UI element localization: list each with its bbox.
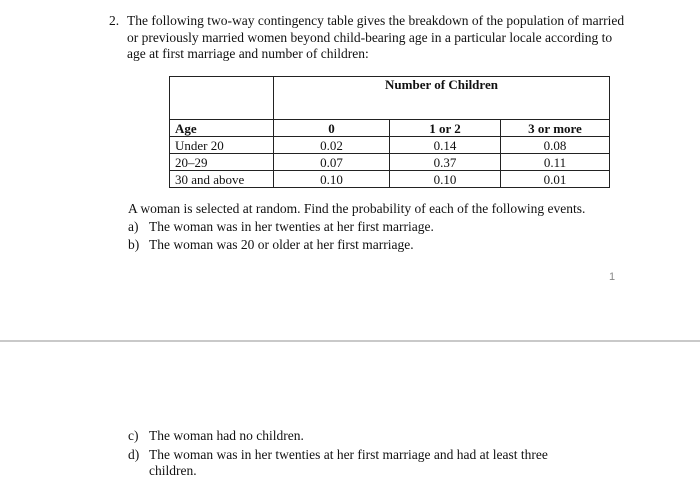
table-cell: 0.10 <box>274 171 390 188</box>
table-cell: 0.02 <box>274 137 390 154</box>
table-row-label: Under 20 <box>170 137 274 154</box>
problem-text: The following two-way contingency table gives the breakdown of the population of married or previously married women beyond child-bearing age in a particular locale according to age at first marriage and number of children: <box>127 13 625 61</box>
question-part <box>128 428 588 445</box>
question-parts-first <box>128 218 434 254</box>
table-row-label: 30 and above <box>170 171 274 188</box>
part-text: The woman was 20 or older at her first marriage. <box>149 237 414 252</box>
table-cell: 0.37 <box>390 154 501 171</box>
table-cell: 0.01 <box>501 171 610 188</box>
table-group-header: Number of Children <box>274 77 610 114</box>
part-text: The woman was in her twenties at her first marriage. <box>149 219 434 234</box>
table-group-header-row <box>170 77 610 114</box>
question-part <box>128 236 434 254</box>
page-divider <box>0 340 700 342</box>
part-label: d) <box>128 446 140 462</box>
part-text: The woman had no children. <box>149 428 304 443</box>
table-corner-cell <box>170 77 274 120</box>
problem-number: 2. <box>109 13 120 28</box>
table-cell: 0.08 <box>501 137 610 154</box>
table-row-label: 20–29 <box>170 154 274 171</box>
table-cell: 0.10 <box>390 171 501 188</box>
part-label: c) <box>128 428 139 443</box>
part-text: The woman was in her twenties at her first marriage and had at least three children. <box>149 446 548 478</box>
table-column-header: 3 or more <box>501 120 610 137</box>
page-number: 1 <box>609 271 616 283</box>
question-part <box>128 218 434 236</box>
table-cell: 0.07 <box>274 154 390 171</box>
table-row <box>170 154 610 171</box>
table-cell: 0.14 <box>390 137 501 154</box>
table-column-header-row <box>170 120 610 137</box>
problem-statement <box>109 13 629 63</box>
table-cell: 0.11 <box>501 154 610 171</box>
part-label: a) <box>128 219 139 234</box>
table-column-header: 1 or 2 <box>390 120 501 137</box>
table-row <box>170 171 610 188</box>
part-label: b) <box>128 237 140 252</box>
table-row-header: Age <box>170 120 274 137</box>
table-column-header: 0 <box>274 120 390 137</box>
table-row <box>170 137 610 154</box>
contingency-table <box>169 76 610 188</box>
question-intro: A woman is selected at random. Find the probability of each of the following events. <box>128 201 586 216</box>
question-parts-second <box>128 428 588 482</box>
question-part <box>128 447 588 480</box>
